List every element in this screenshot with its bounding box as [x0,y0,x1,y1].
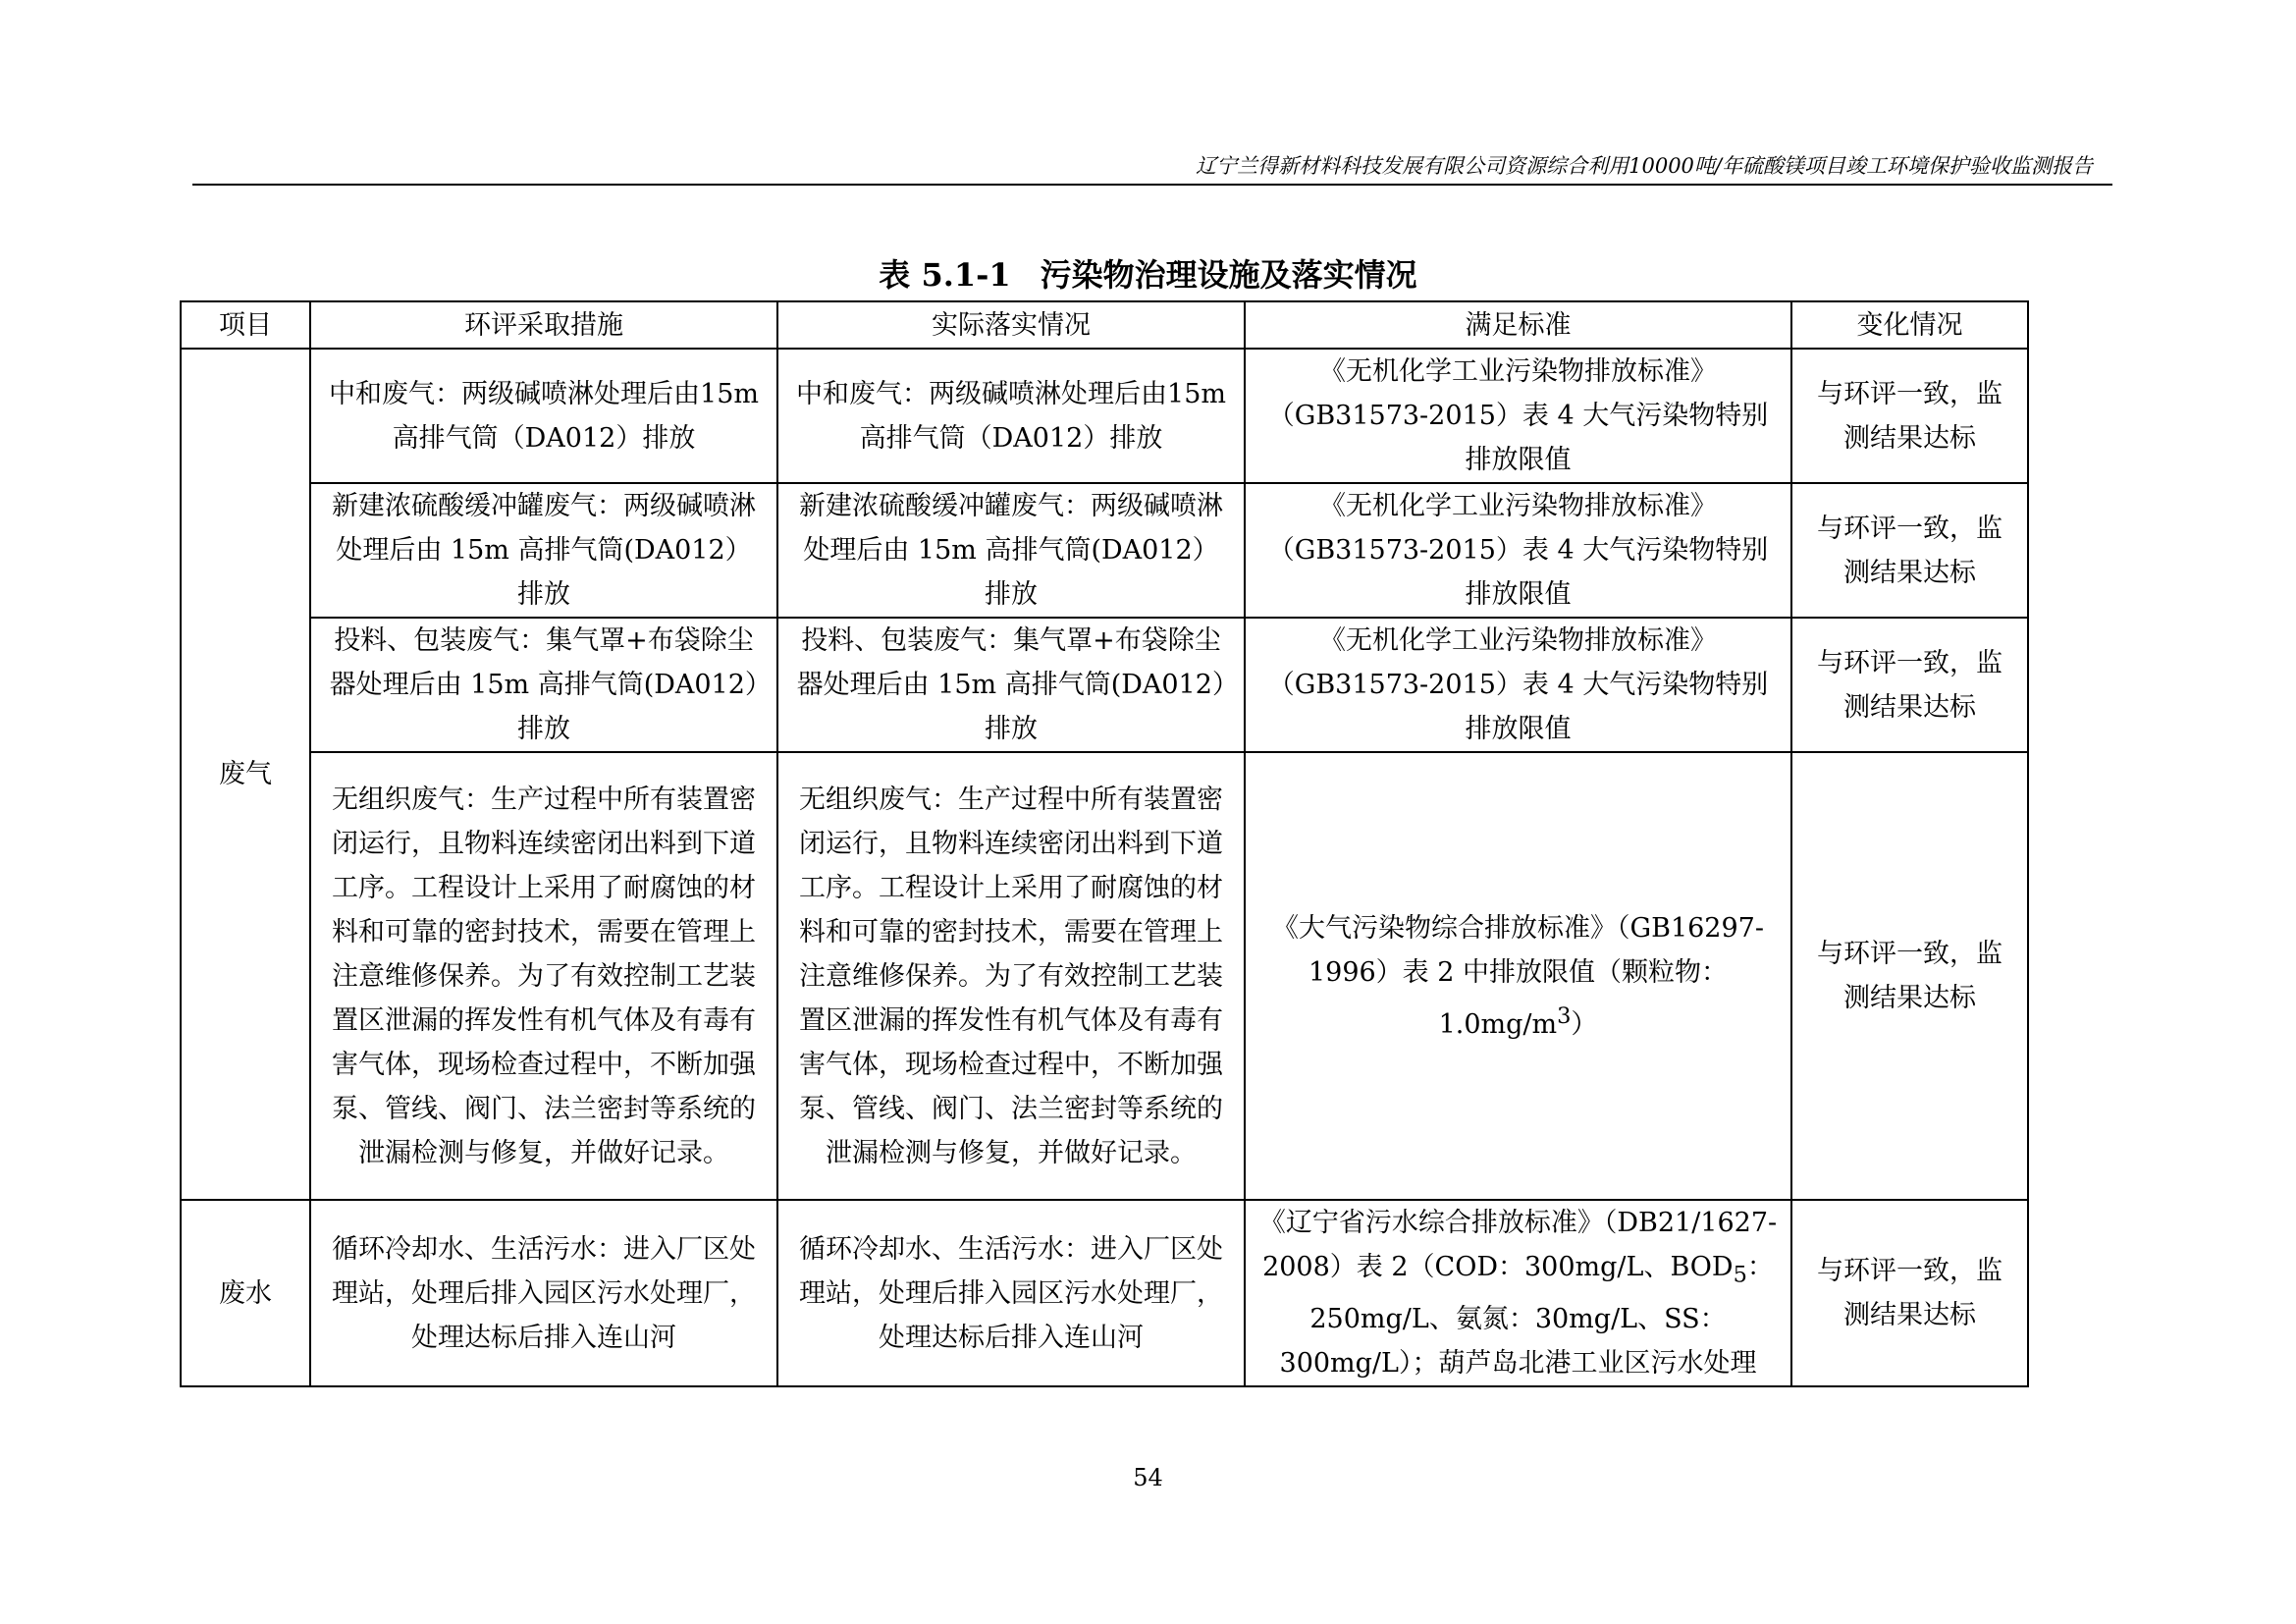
actual-cell: 新建浓硫酸缓冲罐废气：两级碱喷淋处理后由 15m 高排气筒(DA012）排放 [777,483,1245,618]
measure-cell: 循环冷却水、生活污水：进入厂区处理站，处理后排入园区污水处理厂，处理达标后排入连山河 [310,1200,777,1386]
category-cell: 废水 [181,1200,310,1386]
actual-cell: 无组织废气：生产过程中所有装置密闭运行，且物料连续密闭出料到下道工序。工程设计上采用了耐腐蚀的材料和可靠的密封技术，需要在管理上注意维修保养。为了有效控制工艺装置区泄漏的挥发性有机气体及有毒有害气体，现场检查过程中，不断加强泵、管线、阀门、法兰密封等系统的泄漏检测与修复，并做好记录。 [777,752,1245,1200]
change-cell: 与环评一致，监测结果达标 [1791,349,2028,483]
table-row [181,483,2028,618]
category-cell: 废气 [181,349,310,1200]
measure-cell: 新建浓硫酸缓冲罐废气：两级碱喷淋处理后由 15m 高排气筒(DA012）排放 [310,483,777,618]
standard-cell: 《无机化学工业污染物排放标准》（GB31573-2015）表 4 大气污染物特别排放限值 [1245,483,1791,618]
measure-cell: 无组织废气：生产过程中所有装置密闭运行，且物料连续密闭出料到下道工序。工程设计上采用了耐腐蚀的材料和可靠的密封技术，需要在管理上注意维修保养。为了有效控制工艺装置区泄漏的挥发性有机气体及有毒有害气体，现场检查过程中，不断加强泵、管线、阀门、法兰密封等系统的泄漏检测与修复，并做好记录。 [310,752,777,1200]
standard-text: 《辽宁省污水综合排放标准》（DB21/1627-2008）表 2（COD：300mg/L、BOD [1258,1208,1778,1282]
actual-cell: 投料、包装废气：集气罩+布袋除尘器处理后由 15m 高排气筒(DA012）排放 [777,618,1245,752]
page-number: 54 [1133,1464,1163,1491]
table-row [181,618,2028,752]
table-title [0,253,2296,297]
column-header-item: 项目 [181,301,310,349]
change-cell: 与环评一致，监测结果达标 [1791,752,2028,1200]
table-header-row [181,301,2028,349]
change-cell: 与环评一致，监测结果达标 [1791,483,2028,618]
column-header-standard: 满足标准 [1245,301,1791,349]
standard-text-cont: ：250mg/L、氨氮：30mg/L、SS：300mg/L）；葫芦岛北港工业区污水处理 [1279,1252,1774,1380]
actual-cell: 循环冷却水、生活污水：进入厂区处理站，处理后排入园区污水处理厂，处理达标后排入连山河 [777,1200,1245,1386]
pollution-control-table [180,300,2029,1387]
measure-cell: 中和废气：两级碱喷淋处理后由15m 高排气筒（DA012）排放 [310,349,777,483]
table-row [181,349,2028,483]
table-number: 表 5.1-1 [879,256,1011,294]
standard-cell [1245,1200,1791,1386]
running-header: 辽宁兰得新材料科技发展有限公司资源综合利用10000吨/年硫酸镁项目竣工环境保护验收监测报告 [1196,154,2093,178]
column-header-measure: 环评采取措施 [310,301,777,349]
standard-cell [1245,752,1791,1200]
change-cell: 与环评一致，监测结果达标 [1791,618,2028,752]
change-cell: 与环评一致，监测结果达标 [1791,1200,2028,1386]
superscript-3: 3 [1557,1002,1572,1029]
actual-cell: 中和废气：两级碱喷淋处理后由15m 高排气筒（DA012）排放 [777,349,1245,483]
measure-cell: 投料、包装废气：集气罩+布袋除尘器处理后由 15m 高排气筒(DA012）排放 [310,618,777,752]
subscript-5: 5 [1733,1262,1747,1288]
column-header-change: 变化情况 [1791,301,2028,349]
standard-text: 《大气污染物综合排放标准》（GB16297-1996）表 2 中排放限值（颗粒物：1.0mg/m [1272,912,1764,1040]
table-caption: 污染物治理设施及落实情况 [1040,256,1417,294]
table-row [181,752,2028,1200]
table-row [181,1200,2028,1386]
column-header-actual: 实际落实情况 [777,301,1245,349]
header-rule [192,184,2112,186]
standard-cell: 《无机化学工业污染物排放标准》（GB31573-2015）表 4 大气污染物特别排放限值 [1245,618,1791,752]
standard-text-tail: ） [1571,1008,1598,1040]
standard-cell: 《无机化学工业污染物排放标准》（GB31573-2015）表 4 大气污染物特别排放限值 [1245,349,1791,483]
